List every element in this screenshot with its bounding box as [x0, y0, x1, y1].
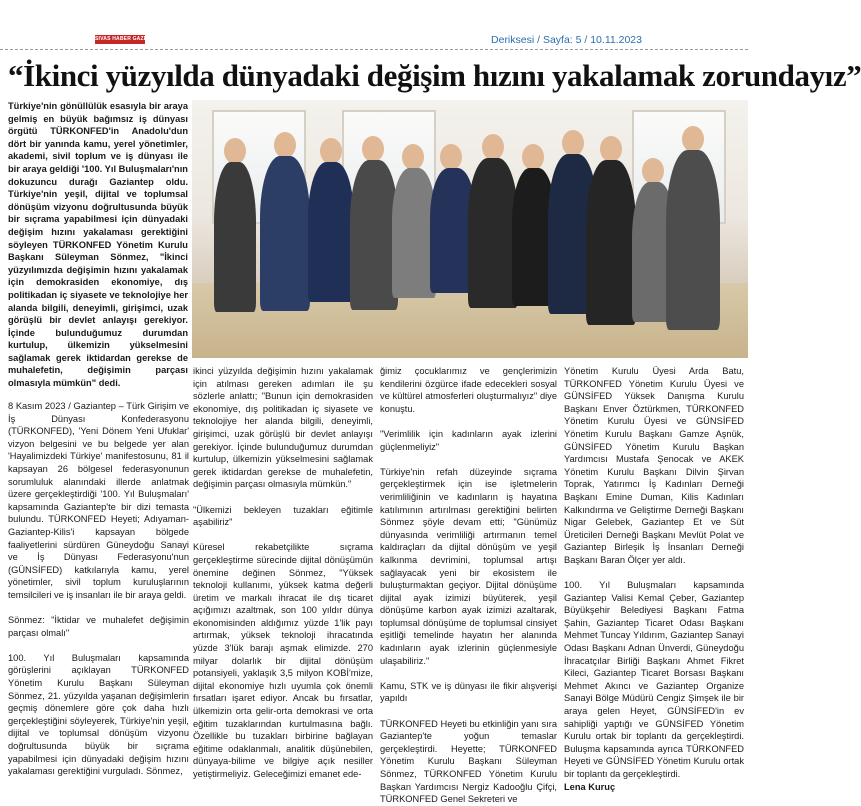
article-headline: “İkinci yüzyılda dünyadaki değişim hızını yakalamak zorundayız” [8, 58, 861, 93]
article-signature: Lena Kuruç [564, 781, 616, 792]
article-paragraph: Türkiye'nin refah düzeyinde sıçrama gerçekleştirmek için ise işletmelerin verimliliğinin ve kadınların iş hayatına katılımının artırılması gerektiğini belirten Sönmez şöyle devam etti; "Günümüz dünyasında verimliliği artırmanın temel kaldıraçları da dijital dönüşüm ve yeşil kalkınma devrimini, toplumsal artışı sağlayacak yeni bir ekosistem ile buluşturmaktan geçiyor. Dijital dönüşüme dijital ayak izimizi büyüterek, yeşil dönüşüme karbon ayak izimizi azaltarak, toplumsal dönüşüme de toplumsal cinsiyet eşitliği temelinde hayatın her alanında kadınların ayak izlerinin güçlenmesiyle ulaşabiliriz." [380, 466, 557, 666]
article-column-3 [380, 365, 557, 805]
article-lead: Türkiye'nin gönüllülük esasıyla bir araya gelmiş en büyük bağımsız iş dünyası örgütü TÜRKONFED'in Anadolu'dun dört bir yanında kamu, yerel yönetimler, akademi, sivil toplum ve iş dünyası ile bir araya geldiği '100. Yıl Buluşmaları'nın dokuzuncu durağı Gaziantep oldu. Türkiye'nin yeşil, dijital ve toplumsal dönüşüm vizyonu doğrultusunda büyük bir sıçrama yapabilmesi için dünyadaki değişim hızını yakalaması gerektiğini söyleyen TÜRKONFED Yönetim Kurulu Başkanı Süleyman Sönmez, "İkinci yüzyılımızda değişimin hızını yakalamak için demokrasiden ekonomiye, dış politikadan iç siyasete ve teknolojiye her alanda bilgili, deneyimli, girişimci, uzak görüşlü bir devlet anlayışı gerekiyor. İçinde bulunduğumuz durumdan kurtulup, ülkemizin yükselmesini sağlamak gerek iktidardan gerekse de muhalefetin, değişimin parçası olmasıyla mümkün" dedi. [8, 101, 188, 389]
article-paragraph: 100. Yıl Buluşmaları kapsamında Gaziantep Valisi Kemal Çeber, Gaziantep Büyükşehir Belediyesi Başkanı Fatma Şahin, Gaziantep Ticaret Odası Başkanı Mehmet Tuncay Yıldırım, Gaziantep Sanayi Odası Başkanı Adnan Ünverdi, Güneydoğu İhracatçılar Birliği Başkanı Ahmet Fikret Kileci, Gaziantep Ticaret Borsası Başkanı Mehmet Akıncı ve Gaziantep Organize Sanayi Bölge Müdürü Cengiz Şimşek ile bir araya gelen Heyet, GÜNSİFED'in ev sahipliği yaptığı ve GÜNSİFED Yönetim Kurulu ortak bir toplantı da gerçekleştirdi. Buluşma kapsamında ayrıca TÜRKONFED Heyeti ve GÜNSİFED Yönetim Kurulu ortak bir toplantı da gerçekleştirdi. [564, 580, 744, 779]
newspaper-logo: SIVAS HABER GAZETESİ [95, 36, 160, 42]
article-subheading: Sönmez: "İktidar ve muhalefet değişimin parçası olmalı" [8, 615, 189, 638]
article-column-2 [193, 365, 373, 800]
article-column-1 [8, 400, 189, 800]
header-divider [0, 49, 748, 50]
article-column-4 [564, 365, 744, 800]
article-subheading: Kamu, STK ve iş dünyası ile fikir alışverişi yapıldı [380, 680, 557, 704]
article-paragraph: 100. Yıl Buluşmaları kapsamında görüşlerini açıklayan TÜRKONFED Yönetim Kurulu Başkanı Süleyman Sönmez, 21. yüzyılda yaşanan değişimlerin geçmiş dönemlere göre çok daha hızlı gerçekleştiğini söyleyerek, Türkiye'nin yeşil, dijital ve toplumsal dönüşüm vizyonu doğrultusunda büyük bir sıçrama yapabilmesi için dünyadaki değişim hızını yakalaması gerektiğini vurguladı. Sönmez, [8, 652, 189, 777]
article-paragraph: ikinci yüzyılda değişimin hızını yakalamak için atılması gereken adımları ile şu sözlerle anlattı; "Bunun için demokrasiden ekonomiye, dış politikadan iç siyasete ve teknolojiye her alanda bilgili, deneyimli, girişimci, uzak görüşlü bir devlet anlayışı gerekiyor. İçinde bulunduğumuz durumdan kurtulup, ülkemizin yükselmesini sağlamak gerek iktidardan gerekse de muhalefetin, değişimin parçası olmasıyla mümkün." [193, 366, 373, 490]
article-paragraph: Yönetim Kurulu Üyesi Arda Batu, TÜRKONFED Yönetim Kurulu Üyesi ve GÜNSİFED Yüksek Danışma Kurulu Başkanı Enver Öztürkmen, TÜRKONFED Yönetim Kurulu Üyesi ve GÜNSİFED Yönetim Kurulu Başkanı Gamze Aşnük, GÜNSİFED Yönetim Kurulu Başkan Yardımcısı Mustafa Şenocak ve AKEK Yönetim Kurulu Başkanı Dilvin Şirvan Toprak, Yatırımcı İş Kadınları Derneği Başkanı Emine Duman, Kilis Kadınları Kalkındırma ve Geliştirme Derneği Başkanı Nigar Gelebek, Gaziantep Et ve Süt Üreticileri Derneği Başkanı Mevlüt Polat ve Gaziantep Birleşik İş İnsanları Derneği Başkanı Baran Ölçer yer aldı. [564, 366, 744, 565]
article-paragraph: TÜRKONFED Heyeti bu etkinliğin yanı sıra Gaziantep'te yoğun temaslar gerçekleştirdi. Heyette; TÜRKONFED Yönetim Kurulu Başkanı Süleyman Sönmez, TÜRKONFED Yönetim Kurulu Başkan Yardımcısı Nergiz Kadooğlu Çifçi, TÜRKONFED Genel Sekreteri ve [380, 718, 557, 805]
article-subheading: "Verimlilik için kadınların ayak izlerini güçlenmeliyiz" [380, 428, 557, 452]
page-meta: Deriksesi / Sayfa: 5 / 10.11.2023 [491, 34, 642, 46]
group-photo [192, 100, 748, 358]
article-paragraph: ğimiz çocuklarımız ve gençlerimizin kendilerini özgürce ifade edecekleri sosyal ve kültürel atmosferleri oluşturmalıyız" diye konuştu. [380, 366, 557, 414]
article-subheading: "Ülkemizi bekleyen tuzakları eğitimle aşabiliriz" [193, 504, 373, 528]
article-paragraph: 8 Kasım 2023 / Gaziantep – Türk Girişim ve İş Dünyası Konfederasyonu (TÜRKONFED), 'Yeni Dönem Yeni Ufuklar' vizyon belgesini ve bu belgede yer alan 'Hayalimizdeki Türkiye' manifestosunu, 81 il kapsayan 26 bölgesel federasyonunun sorumluluk alanındaki illerde anlatmak üzere gerçekleştirdiği '100. Yıl Buluşmaları' kapsamında Gaziantep'te bir dizi temasta bulundu. TÜRKONFED Heyeti; Adıyaman-Gaziantep-Kilis'i kapsayan bölgede faaliyetlerini sürdüren Güneydoğu Sanayi ve İş Dünyası Federasyonu'nun (GÜNSİFED) katkılarıyla kamu, yerel yönetimler, sivil toplum kuruluşlarının temsilcileri ve iş insanları ile bir araya geldi. [8, 401, 189, 600]
article-paragraph: Küresel rekabetçilikte sıçrama gerçekleştirme sürecinde dijital dönüşümün önemine değinen Sönmez, "Yüksek teknoloji kullanımı, yüksek katma değerli üretim ve markalı ihracat ile dış ticaret açığımızı azaltmak, son 100 yıldır dünya ekonomisinden aldığımız yüzde 1'lik payı artırmak, yüksek teknoloji ihracatında yüzde 3'lük barajı aşmak elimizde. 270 milyar dolarlık bir dijital dönüşüm potansiyeli, yaklaşık 3,5 milyon KOBİ'mize, dijital ekonomiye hızlı uyumla çok önemli fırsatları işaret ediyor. Ancak bu fırsatlar, ülkemizin orta gelir-orta demokrasi ve orta eğitim tuzaklarından kurtulmasına bağlı. Özellikle bu tuzakları birbirine bağlayan eğitime odaklanmalı, analitik düşünebilen, dünyaya-bilime ve bilgiye açık nesiller yetiştirmeliyiz. Geleceğimizi emanet ede- [193, 542, 373, 779]
